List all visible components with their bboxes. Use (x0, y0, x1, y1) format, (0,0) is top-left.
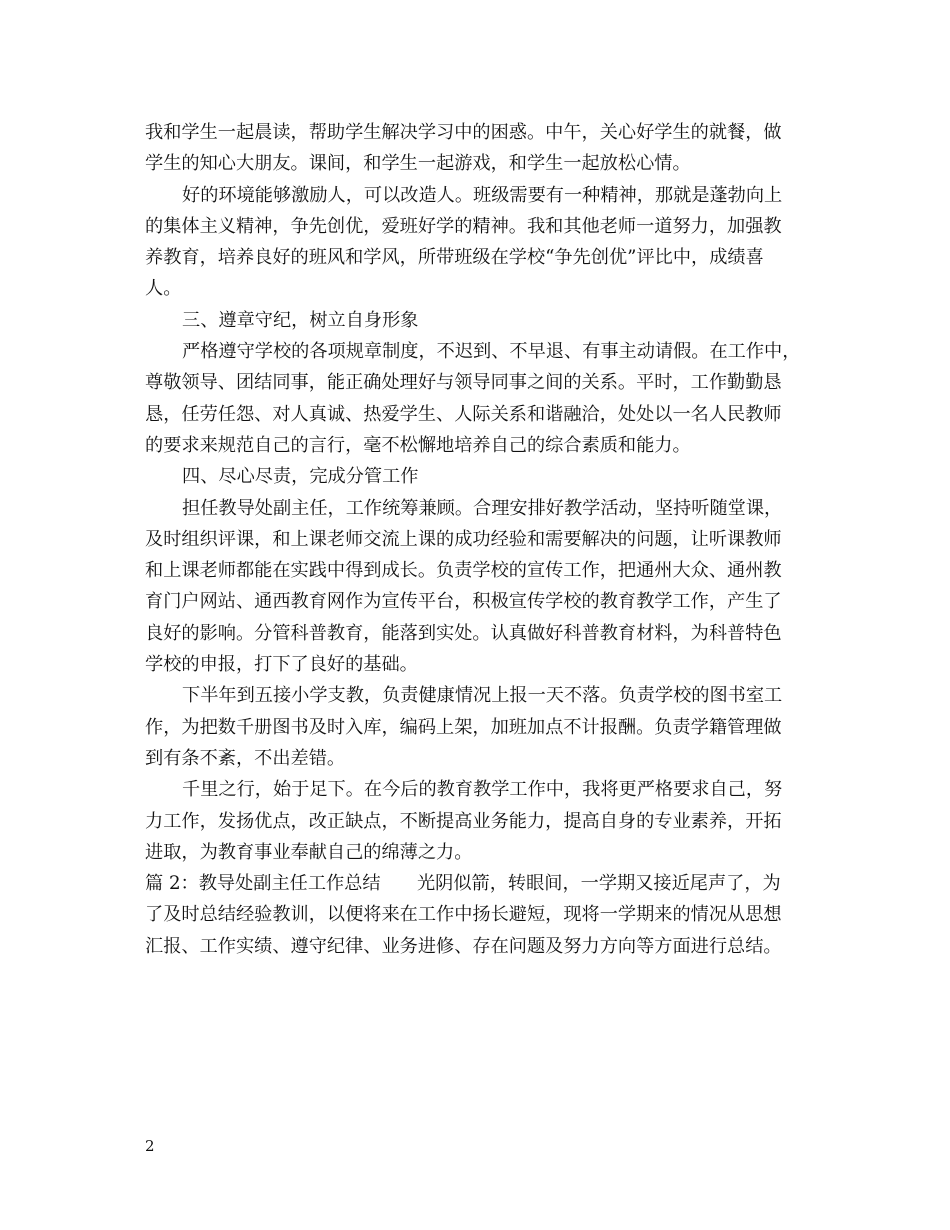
text-line: 进取，为教育事业奉献自己的绵薄之力。 (145, 841, 473, 863)
body-text (145, 117, 810, 962)
text-line: 学校的申报，打下了良好的基础。 (145, 654, 418, 676)
text-line: 我和学生一起晨读，帮助学生解决学习中的困惑。中午，关心好学生的就餐，做 (145, 122, 782, 143)
text-line: 良好的影响。分管科普教育，能落到实处。认真做好科普教育材料，为科普特色 (145, 622, 782, 644)
text-line: 了及时总结经验教训，以便将来在工作中扬长避短，现将一学期来的情况从思想 (145, 904, 782, 926)
text-line: 篇 2：教导处副主任工作总结 光阴似箭，转眼间，一学期又接近尾声了，为 (145, 873, 781, 895)
text-line: 育门户网站、通西教育网作为宣传平台，积极宣传学校的教育教学工作，产生了 (145, 591, 782, 613)
text-line: 和上课老师都能在实践中得到成长。负责学校的宣传工作，把通州大众、通州教 (145, 560, 782, 582)
text-line: 严格遵守学校的各项规章制度，不迟到、不早退、有事主动请假。在工作中， (182, 341, 801, 363)
text-line: 养教育，培养良好的班风和学风，所带班级在学校“争先创优”评比中，成绩喜 (145, 247, 764, 269)
text-line: 下半年到五接小学支教，负责健康情况上报一天不落。负责学校的图书室工 (182, 685, 783, 707)
text-line: 的集体主义精神，争先创优，爱班好学的精神。我和其他老师一道努力，加强教 (145, 215, 782, 237)
text-line: 力工作，发扬优点，改正缺点，不断提高业务能力，提高自身的专业素养，开拓 (145, 810, 782, 832)
section-heading: 三、遵章守纪，树立自身形象 (182, 309, 419, 331)
text-line: 汇报、工作实绩、遵守纪律、业务进修、存在问题及努力方向等方面进行总结。 (145, 935, 782, 957)
text-line: 好的环境能够激励人，可以改造人。班级需要有一种精神，那就是蓬勃向上 (182, 184, 783, 206)
text-line: 尊敬领导、团结同事，能正确处理好与领导同事之间的关系。平时，工作勤勤恳 (145, 372, 782, 394)
text-line: 人。 (145, 278, 182, 300)
text-line: 担任教导处副主任，工作统筹兼顾。合理安排好教学活动，坚持听随堂课， (182, 497, 783, 519)
text-line: 及时组织评课，和上课老师交流上课的成功经验和需要解决的问题，让听课教师 (145, 528, 782, 550)
text-line: 的要求来规范自己的言行，毫不松懈地培养自己的综合素质和能力。 (145, 434, 691, 456)
text-line: 到有条不紊，不出差错。 (145, 747, 346, 769)
text-line: 学生的知心大朋友。课间，和学生一起游戏，和学生一起放松心情。 (145, 153, 691, 175)
text-line: 作，为把数千册图书及时入库，编码上架，加班加点不计报酬。负责学籍管理做 (145, 716, 782, 738)
section-heading: 四、尽心尽责，完成分管工作 (182, 466, 419, 488)
text-line: 千里之行，始于足下。在今后的教育教学工作中，我将更严格要求自己，努 (182, 779, 783, 801)
page-number: 2 (145, 1137, 155, 1155)
text-line: 恳，任劳任怨、对人真诚、热爱学生、人际关系和谐融洽，处处以一名人民教师 (145, 403, 782, 425)
